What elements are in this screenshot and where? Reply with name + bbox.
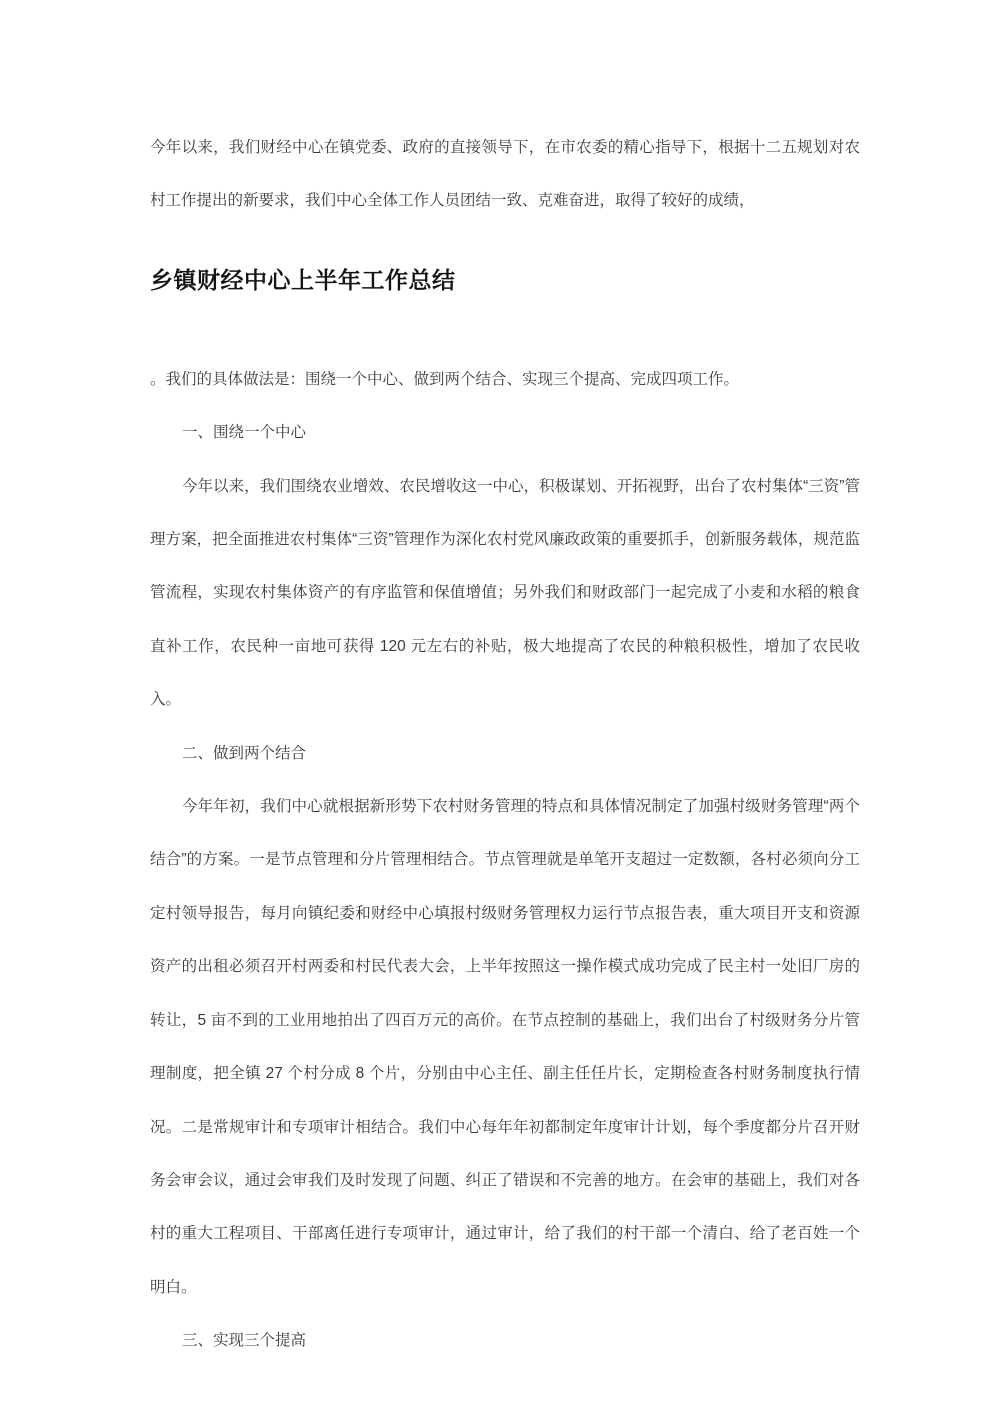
section-2-body: 今年年初，我们中心就根据新形势下农村财务管理的特点和具体情况制定了加强村级财务管理“两个结合”的方案。一是节点管理和分片管理相结合。节点管理就是单笔开支超过一定数额，各村必须向分工定村领导报告，每月向镇纪委和财经中心填报村级财务管理权力运行节点报告表，重大项目开支和资源资产的出租必须召开村两委和村民代表大会，上半年按照这一操作模式成功完成了民主村一处旧厂房的转让，5 亩不到的工业用地拍出了四百万元的高价。在节点控制的基础上，我们出台了村级财务分片管理制度，把全镇 27 个村分成 8 个片，分别由中心主任、副主任任片长，定期检查各村财务制度执行情况。二是常规审计和专项审计相结合。我们中心每年年初都制定年度审计计划，每个季度都分片召开财务会审会议，通过会审我们及时发现了问题、纠正了错误和不完善的地方。在会审的基础上，我们对各村的重大工程项目、干部离任进行专项审计，通过审计，给了我们的村干部一个清白、给了老百姓一个明白。 xyxy=(150,798,860,1296)
section-2-heading: 二、做到两个结合 xyxy=(182,744,307,762)
methods-summary-paragraph: 。我们的具体做法是：围绕一个中心、做到两个结合、实现三个提高、完成四项工作。 xyxy=(150,370,740,388)
document-title: 乡镇财经中心上半年工作总结 xyxy=(150,266,456,293)
section-1-heading: 一、围绕一个中心 xyxy=(182,424,307,442)
opening-paragraph: 今年以来，我们财经中心在镇党委、政府的直接领导下，在市农委的精心指导下，根据十二五规划对农村工作提出的新要求，我们中心全体工作人员团结一致、克难奋进，取得了较好的成绩， xyxy=(150,139,860,210)
section-1-body: 今年以来，我们围绕农业增效、农民增收这一中心，积极谋划、开拓视野，出台了农村集体“三资”管理方案，把全面推进农村集体“三资”管理作为深化农村党风廉政政策的重要抓手，创新服务载体，规范监管流程，实现农村集体资产的有序监管和保值增值；另外我们和财政部门一起完成了小麦和水稻的粮食直补工作，农民种一亩地可获得 120 元左右的补贴，极大地提高了农民的种粮积极性，增加了农民收入。 xyxy=(150,477,860,709)
section-3-heading: 三、实现三个提高 xyxy=(182,1332,307,1350)
